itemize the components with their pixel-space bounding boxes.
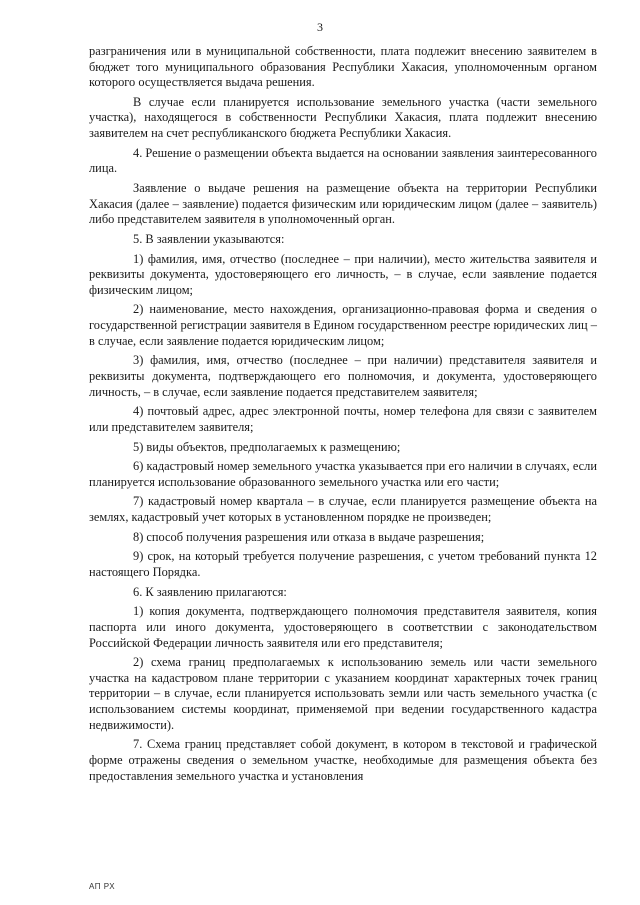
paragraph: В случае если планируется использование земельного участка (части земельного участка), находящегося в собственности Республики Хакасия, плата подлежит внесению заявителем на счет республиканского бюджета Республики Хакасия. [89, 94, 597, 141]
footer-mark: АП РХ [89, 882, 116, 891]
paragraph: 7. Схема границ представляет собой документ, в котором в текстовой и графической форме отражены сведения о земельном участке, необходимые для размещения объекта без предоставления земельного участка и установления [89, 737, 597, 783]
paragraph: Заявление о выдаче решения на размещение объекта на территории Республики Хакасия (далее – заявление) подается физическим или юридическим лицом (далее – заявитель) либо представителем заявителя в уполномоченный орган. [89, 181, 597, 227]
paragraph: 8) способ получения разрешения или отказа в выдаче разрешения; [133, 529, 485, 544]
paragraph: разграничения или в муниципальной собственности, плата подлежит внесению заявителем в бюджет того муниципального образования Республики Хакасия, уполномоченным органом которого осуществляется выдача решения. [89, 44, 597, 90]
paragraph: 7) кадастровый номер квартала – в случае, если планируется размещение объекта на землях, кадастровый учет которых в установленном порядке не произведен; [89, 494, 597, 525]
paragraph: 1) фамилия, имя, отчество (последнее – при наличии), место жительства заявителя и реквизиты документа, удостоверяющего его личность, – в случае, если заявление подается физическим лицом; [89, 251, 597, 297]
paragraph: 6) кадастровый номер земельного участка указывается при его наличии в случаях, если планируется использование образованного земельного участка или его части; [89, 459, 597, 489]
paragraph: 4. Решение о размещении объекта выдается на основании заявления заинтересованного лица. [89, 145, 597, 176]
paragraph: 5) виды объектов, предполагаемых к размещению; [133, 439, 401, 454]
paragraph: 6. К заявлению прилагаются: [133, 584, 287, 599]
paragraph: 2) наименование, место нахождения, организационно-правовая форма и сведения о государственной регистрации заявителя в Едином государственном реестре юридических лиц – в случае, если заявление подается юридическим лицом; [89, 302, 597, 348]
page-number: 3 [317, 20, 323, 34]
paragraph: 3) фамилия, имя, отчество (последнее – при наличии) представителя заявителя и реквизиты документа, подтверждающего его полномочия, и документа, удостоверяющего личность, – в случае, если заявление подается представителем заявителя; [89, 353, 597, 399]
paragraph: 9) срок, на который требуется получение разрешения, с учетом требований пункта 12 настоящего Порядка. [89, 549, 597, 580]
paragraph: 4) почтовый адрес, адрес электронной почты, номер телефона для связи с заявителем или представителем заявителя; [89, 404, 597, 434]
paragraph: 1) копия документа, подтверждающего полномочия представителя заявителя, копия паспорта или иного документа, удостоверяющего в соответствии с законодательством Российской Федерации личность заявителя или его представителя; [89, 604, 597, 650]
document-body [89, 44, 597, 788]
paragraph: 5. В заявлении указываются: [133, 231, 285, 246]
paragraph: 2) схема границ предполагаемых к использованию земель или части земельного участка на кадастровом плане территории с указанием координат характерных точек границ территории – в случае, если планируется использовать земли или часть земельного участка (с использованием системы координат, применяемой при ведении государственного кадастра недвижимости). [89, 655, 597, 732]
